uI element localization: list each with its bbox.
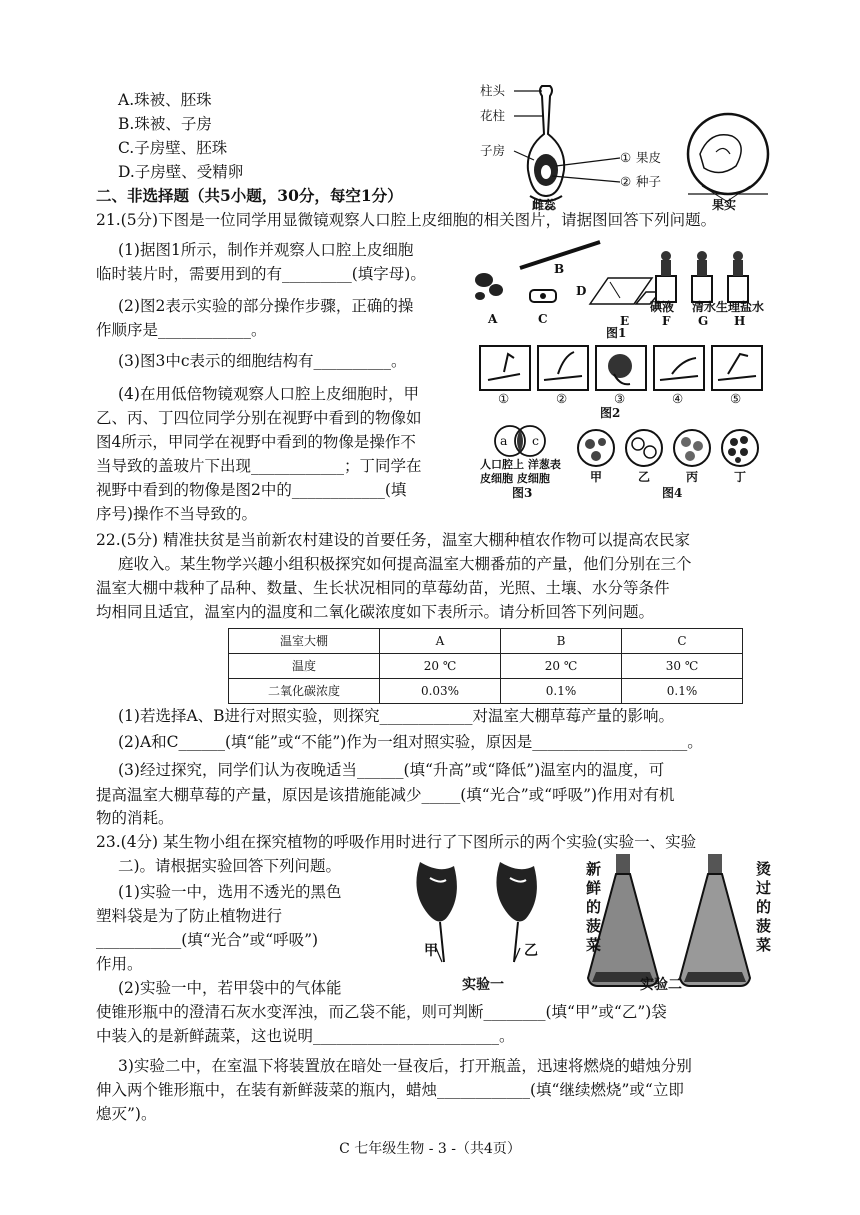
- section-heading: 二、非选择题（共5小题，30分，每空1分）: [96, 186, 403, 205]
- figure-3-venn: [478, 424, 568, 458]
- fig4-label-yi: 乙: [638, 470, 651, 484]
- fig2-step-4: ④: [672, 391, 684, 406]
- table-cell: 20 ℃: [501, 654, 622, 679]
- option-c: C.子房壁、胚珠: [118, 139, 228, 157]
- flask2-label: 烫过的菠菜: [756, 860, 772, 954]
- fig3-legend-line1: 人口腔上 洋葱表: [480, 458, 561, 471]
- q21-p3: (3)图3中c表示的细胞结构有__________。: [118, 352, 407, 370]
- table-cell: 二氧化碳浓度: [229, 679, 380, 704]
- fig1-letter-g: G: [698, 314, 709, 328]
- figure-4-drawing: [572, 428, 772, 468]
- fig3-legend-line2: 皮细胞 皮细胞: [480, 472, 550, 485]
- experiment-figure: [400, 852, 780, 1002]
- label-stigma: 柱头: [480, 83, 506, 98]
- table-cell: 30 ℃: [622, 654, 743, 679]
- fig3-label-a: a: [500, 433, 508, 448]
- q22-line1: 22.(5分) 精准扶贫是当前新农村建设的首要任务，温室大棚种植农作物可以提高农民家: [96, 531, 691, 549]
- fig2-caption: 图2: [600, 406, 621, 420]
- q21-intro: 21.(5分)下图是一位同学用显微镜观察人口腔上皮细胞的相关图片，请据图回答下列问题。: [96, 211, 717, 229]
- fig3-label-c: c: [532, 433, 540, 448]
- fig4-label-ding: 丁: [734, 470, 747, 484]
- page-footer: C 七年级生物 - 3 -（共4页）: [339, 1141, 521, 1157]
- q23-p3-line1: 3)实验二中，在室温下将装置放在暗处一昼夜后，打开瓶盖，迅速将燃烧的蜡烛分别: [118, 1057, 692, 1075]
- q21-p2-line1: (2)图2表示实验的部分操作步骤，正确的操: [118, 297, 414, 315]
- q21-p1-line1: (1)据图1所示，制作并观察人口腔上皮细胞: [118, 241, 414, 259]
- q23-line1: 23.(4分) 某生物小组在探究植物的呼吸作用时进行了下图所示的两个实验(实验一、实验: [96, 833, 697, 851]
- q23-p2-line1: (2)实验一中，若甲袋中的气体能: [118, 979, 342, 997]
- pistil-fruit-drawing: [480, 78, 780, 212]
- pistil-fruit-figure: [480, 78, 780, 212]
- label-seed: 种子: [636, 174, 662, 189]
- greenhouse-table: [228, 628, 743, 704]
- fig3-caption: 图3: [512, 486, 533, 500]
- figure-1: [470, 238, 770, 338]
- figure-2-drawing: [478, 344, 768, 394]
- q21-p4-line3: 图4所示，甲同学在视野中看到的物像是操作不: [96, 433, 416, 451]
- label-num-1: ①: [620, 150, 632, 165]
- fig2-step-1: ①: [498, 391, 510, 406]
- exp1-caption: 实验一: [462, 977, 504, 993]
- table-row: [229, 654, 743, 679]
- q21-p4-line6: 序号)操作不当导致的。: [96, 505, 258, 523]
- q22-line2: 庭收入。某生物学兴趣小组积极探究如何提高温室大棚番茄的产量，他们分别在三个: [118, 555, 692, 573]
- label-ovary: 子房: [480, 143, 506, 158]
- q21-p4-line5: 视野中看到的物像是图2中的____________(填: [96, 481, 407, 499]
- table-header-cell: B: [501, 629, 622, 654]
- q23-p1-line3: ___________(填“光合”或“呼吸”): [96, 931, 319, 949]
- q21-p2-line2: 作顺序是____________。: [96, 321, 267, 339]
- fig1-letter-b: B: [554, 262, 565, 276]
- q22-line4: 均相同且适宜，温室内的温度和二氧化碳浓度如下表所示。请分析回答下列问题。: [96, 603, 655, 621]
- q21-p1-line2: 临时装片时，需要用到的有_________(填字母)。: [96, 265, 426, 283]
- fig1-letter-a: A: [488, 312, 498, 326]
- q21-p4-line1: (4)在用低倍物镜观察人口腔上皮细胞时，甲: [118, 385, 419, 403]
- flask1-label: 新鲜的菠菜: [586, 860, 602, 954]
- pistil-caption: 雌蕊: [532, 198, 557, 212]
- table-cell: 温度: [229, 654, 380, 679]
- fig1-letter-h: H: [734, 314, 746, 328]
- figure-2: [478, 344, 768, 420]
- table-header-cell: A: [380, 629, 501, 654]
- table-cell: 20 ℃: [380, 654, 501, 679]
- table-header-cell: 温室大棚: [229, 629, 380, 654]
- option-a: A.珠被、胚珠: [118, 91, 212, 109]
- q21-p4-line2: 乙、丙、丁四位同学分别在视野中看到的物像如: [96, 409, 422, 427]
- fig1-letter-f: F: [662, 314, 671, 328]
- fig1-caption: 图1: [606, 326, 627, 340]
- q23-p2-line3: 中装入的是新鲜蔬菜，这也说明________________________。: [96, 1027, 515, 1045]
- table-cell: 0.1%: [622, 679, 743, 704]
- fig1-bottle-iodine: 碘液: [650, 300, 675, 314]
- label-style: 花柱: [480, 108, 506, 123]
- table-cell: 0.03%: [380, 679, 501, 704]
- fig1-letter-e: E: [620, 314, 630, 328]
- option-b: B.珠被、子房: [118, 115, 212, 133]
- label-pericarp: 果皮: [636, 150, 662, 165]
- fig1-letter-d: D: [576, 284, 587, 298]
- fig2-step-5: ⑤: [730, 391, 742, 406]
- q21-p4-line4: 当导致的盖玻片下出现____________；丁同学在: [96, 457, 422, 475]
- q22-answer-3-line3: 物的消耗。: [96, 809, 174, 827]
- fig4-caption: 图4: [662, 486, 683, 500]
- fig2-step-2: ②: [556, 391, 568, 406]
- table-header-cell: C: [622, 629, 743, 654]
- q23-p3-line3: 熄灭”)。: [96, 1105, 157, 1123]
- q22-answer-2: (2)A和C______(填“能”或“不能”)作为一组对照实验，原因是____________________。: [118, 733, 703, 751]
- table-cell: 0.1%: [501, 679, 622, 704]
- fig2-step-3: ③: [614, 391, 626, 406]
- q23-p1-line2: 塑料袋是为了防止植物进行: [96, 907, 283, 925]
- q22-answer-3-line2: 提高温室大棚草莓的产量，原因是该措施能减少_____(填“光合”或“呼吸”)作用对有机: [96, 786, 675, 804]
- q22-answer-1: (1)若选择A、B进行对照实验，则探究____________对温室大棚草莓产量的影响。: [118, 707, 675, 725]
- q23-p3-line2: 伸入两个锥形瓶中，在装有新鲜菠菜的瓶内，蜡烛____________(填“继续燃烧”或“立即: [96, 1081, 684, 1099]
- option-d: D.子房壁、受精卵: [118, 163, 244, 181]
- label-num-2: ②: [620, 174, 632, 189]
- fig1-bottle-water: 清水: [692, 300, 717, 314]
- q23-line2: 二)。请根据实验回答下列问题。: [118, 857, 342, 875]
- figure-4: [572, 428, 772, 504]
- q22-answer-3-line1: (3)经过探究，同学们认为夜晚适当______(填“升高”或“降低”)温室内的温度，可: [118, 761, 665, 779]
- fig4-label-jia: 甲: [590, 470, 603, 484]
- table-header-row: [229, 629, 743, 654]
- bag-label-yi: 乙: [524, 943, 538, 959]
- q23-p1-line4: 作用。: [96, 955, 143, 973]
- exp2-caption: 实验二: [640, 977, 682, 993]
- table-row: [229, 679, 743, 704]
- q22-line3: 温室大棚中栽种了品种、数量、生长状况相同的草莓幼苗，光照、土壤、水分等条件: [96, 579, 670, 597]
- fig4-label-bing: 丙: [686, 470, 699, 484]
- fruit-caption: 果实: [712, 198, 737, 212]
- q23-p2-line2: 使锥形瓶中的澄清石灰水变浑浊，而乙袋不能，则可判断________(填“甲”或“乙”)袋: [96, 1003, 667, 1021]
- figure-3: [478, 424, 568, 502]
- q23-p1-line1: (1)实验一中，选用不透光的黑色: [118, 883, 342, 901]
- fig1-bottle-saline: 生理盐水: [716, 300, 765, 314]
- bag-label-jia: 甲: [424, 943, 438, 959]
- fig1-letter-c: C: [538, 312, 548, 326]
